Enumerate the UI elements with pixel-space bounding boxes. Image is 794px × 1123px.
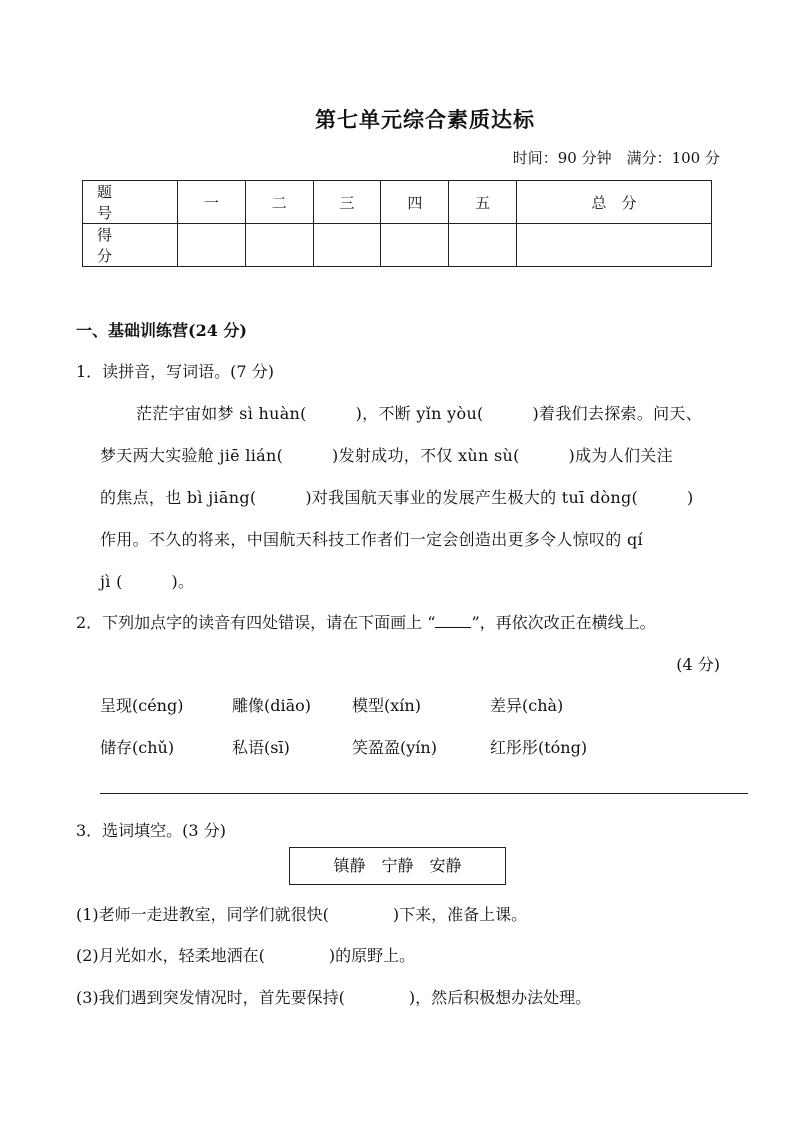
word-item: 笑盈盈(yín) bbox=[352, 738, 437, 757]
table-cell: 得 分 bbox=[83, 224, 178, 267]
score-table bbox=[82, 180, 712, 267]
exam-meta: 时间：90 分钟 满分：100 分 bbox=[512, 149, 720, 167]
word-item: 模型(xín) bbox=[352, 696, 421, 715]
word-choice-box: 镇静 宁静 安静 bbox=[289, 847, 506, 885]
question-2-stem bbox=[76, 610, 656, 633]
score-input-cell[interactable] bbox=[245, 224, 313, 267]
word-item: 私语(sī) bbox=[232, 738, 290, 757]
question-1-line: 茫茫宇宙如梦 sì huàn( )，不断 yǐn yòu( )着我们去探索。问天、 bbox=[136, 404, 703, 423]
question-2-stem-after: ”，再依次改正在横线上。 bbox=[471, 613, 656, 632]
question-1-line: 作用。不久的将来，中国航天科技工作者们一定会创造出更多令人惊叹的 qí bbox=[100, 530, 643, 549]
score-input-cell[interactable] bbox=[449, 224, 517, 267]
table-cell: 三 bbox=[313, 181, 381, 224]
page-title: 第七单元综合素质达标 bbox=[315, 107, 535, 132]
word-item: 差异(chà) bbox=[490, 696, 564, 715]
question-3-stem: 3．选词填空。(3 分) bbox=[76, 821, 226, 840]
question-1-line: 梦天两大实验舱 jiē lián( )发射成功，不仅 xùn sù( )成为人们关注 bbox=[100, 446, 673, 465]
table-row bbox=[83, 181, 712, 224]
table-cell: 题 号 bbox=[83, 181, 178, 224]
answer-line[interactable] bbox=[100, 793, 748, 794]
word-item: 储存(chǔ) bbox=[100, 738, 175, 757]
word-item: 雕像(diāo) bbox=[232, 696, 312, 715]
fill-item: (1)老师一走进教室，同学们就很快( )下来，准备上课。 bbox=[76, 905, 528, 924]
question-1-line: 的焦点，也 bì jiāng( )对我国航天事业的发展产生极大的 tuī dòng( ) bbox=[100, 488, 694, 507]
fill-item: (2)月光如水，轻柔地洒在( )的原野上。 bbox=[76, 946, 416, 965]
score-input-cell[interactable] bbox=[517, 224, 712, 267]
question-2-stem-before: 2．下列加点字的读音有四处错误，请在下面画上 “ bbox=[76, 613, 436, 632]
table-cell: 四 bbox=[381, 181, 449, 224]
score-input-cell[interactable] bbox=[381, 224, 449, 267]
table-cell: 一 bbox=[178, 181, 246, 224]
word-item: 呈现(céng) bbox=[100, 696, 184, 715]
question-1-stem: 1．读拼音，写词语。(7 分) bbox=[76, 362, 274, 381]
table-cell: 二 bbox=[245, 181, 313, 224]
word-item: 红彤彤(tóng) bbox=[490, 738, 588, 757]
table-row bbox=[83, 224, 712, 267]
table-cell: 总 分 bbox=[517, 181, 712, 224]
question-2-points: (4 分) bbox=[676, 655, 720, 674]
table-cell: 五 bbox=[449, 181, 517, 224]
score-input-cell[interactable] bbox=[313, 224, 381, 267]
fill-item: (3)我们遇到突发情况时，首先要保持( )，然后积极想办法处理。 bbox=[76, 988, 592, 1007]
question-1-line: jì ( )。 bbox=[100, 572, 195, 591]
score-input-cell[interactable] bbox=[178, 224, 246, 267]
section-title: 一、基础训练营(24 分) bbox=[76, 321, 247, 340]
underline-sample bbox=[435, 615, 471, 628]
